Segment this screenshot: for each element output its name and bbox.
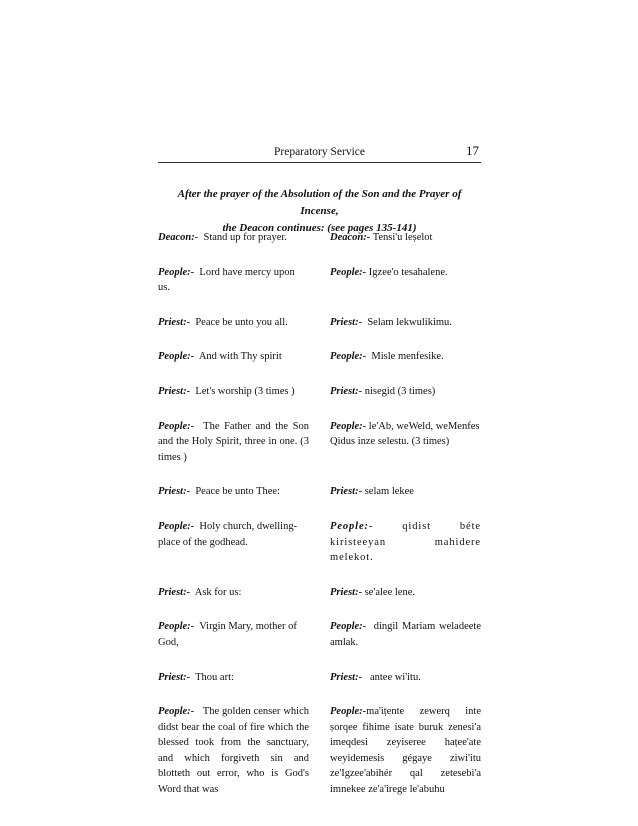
transliteration-cell <box>330 484 481 500</box>
speaker-label: People:- <box>158 266 195 278</box>
speaker-label: People:- <box>330 621 367 633</box>
english-text: And with Thy spirit <box>198 351 282 363</box>
transliteration-text: se'alee lene. <box>364 586 415 598</box>
transliteration-cell <box>330 230 481 246</box>
english-text: Lord have mercy upon us. <box>158 266 295 294</box>
running-title: Preparatory Service <box>273 146 365 158</box>
english-cell <box>158 419 309 466</box>
running-header <box>158 143 481 163</box>
speaker-label: People:- <box>158 351 195 363</box>
transliteration-cell <box>330 585 481 601</box>
speaker-label: People:- <box>330 266 367 278</box>
transliteration-cell <box>330 384 481 400</box>
english-text: Holy church, dwelling-place of the godhead. <box>158 520 298 548</box>
speaker-label: People:- <box>158 621 195 633</box>
english-cell <box>158 484 309 500</box>
transliteration-text: selam lekee <box>364 486 414 498</box>
english-cell <box>158 265 309 296</box>
speaker-label: Deacon:- <box>158 232 199 243</box>
speaker-label: People:- <box>330 420 367 432</box>
speaker-label: Priest:- <box>158 385 191 397</box>
transliteration-cell <box>330 419 481 466</box>
transliteration-text: Misle menfesike. <box>371 351 444 363</box>
english-cell <box>158 519 309 566</box>
english-cell <box>158 315 309 331</box>
dialogue-row <box>158 484 481 500</box>
english-cell <box>158 384 309 400</box>
speaker-label: Priest:- <box>158 586 191 598</box>
english-cell <box>158 585 309 601</box>
english-text: Let's worship (3 times ) <box>195 385 295 397</box>
transliteration-text: dingil Mariam weladeete amlak. <box>330 621 481 648</box>
dialogue-row <box>158 230 481 246</box>
transliteration-text: ma'iṭente zewerq inte ṣorqee fihime isate buruk zenesi'a imeqdesi zeyiseree haṭee'ate weyidemesis gégaye ziwi'itu ze'Igzee'abihér qal zetesebi'a imnekee ze'a'irege le'abuhu <box>330 706 481 796</box>
transliteration-cell <box>330 619 481 650</box>
transliteration-cell <box>330 315 481 331</box>
speaker-label: Priest:- <box>158 316 191 328</box>
dialogue-row <box>158 349 481 365</box>
speaker-label: Priest:- <box>158 671 191 683</box>
dialogue-row <box>158 670 481 686</box>
transliteration-text: Selam lekwulikimu. <box>367 316 452 328</box>
transliteration-text: nisegid (3 times) <box>364 385 436 397</box>
transliteration-cell <box>330 265 481 296</box>
transliteration-text: le'Ab, weWeld, weMenfes Qidus inze selestu. (3 times) <box>330 420 480 448</box>
speaker-label: Deacon:- <box>330 232 371 243</box>
transliteration-cell <box>330 704 481 798</box>
english-text: Virgin Mary, mother of God, <box>158 621 297 648</box>
english-cell <box>158 619 309 650</box>
english-text: The golden censer which didst bear the coal of fire which the blessed took from the sanctuary, and which forgiveth sin and blotteth out error, who is God's Word that was <box>158 706 309 796</box>
speaker-label: Priest:- <box>330 316 363 328</box>
transliteration-cell <box>330 349 481 365</box>
dialogue-row <box>158 704 481 798</box>
transliteration-text: Igzee'o tesahalene. <box>368 266 448 278</box>
dialogue-row <box>158 419 481 466</box>
english-cell <box>158 704 309 798</box>
dialogue-row <box>158 265 481 296</box>
dialogue-row <box>158 585 481 601</box>
speaker-label: Priest:- <box>330 486 363 498</box>
dialogue-row <box>158 619 481 650</box>
speaker-label: Priest:- <box>330 671 363 683</box>
speaker-label: People:- <box>158 706 195 718</box>
english-text: Peace be unto you all. <box>195 316 288 328</box>
english-text: Ask for us: <box>194 586 242 598</box>
speaker-label: People:- <box>158 520 195 532</box>
speaker-label: Priest:- <box>330 586 363 598</box>
english-cell <box>158 230 309 246</box>
speaker-label: People:- <box>330 351 367 363</box>
transliteration-cell <box>330 670 481 686</box>
english-text: Stand up for prayer. <box>203 232 287 243</box>
speaker-label: People:- <box>158 420 195 432</box>
dialogue-row <box>158 519 481 566</box>
english-text: Peace be unto Thee: <box>195 486 280 498</box>
speaker-label: Priest:- <box>330 385 363 397</box>
speaker-label: People:- <box>330 706 367 718</box>
english-cell <box>158 670 309 686</box>
transliteration-text: antee wi'itu. <box>369 671 421 683</box>
transliteration-text: Tensi'u leṣelot <box>372 232 433 243</box>
dialogue-table <box>158 230 481 817</box>
speaker-label: People:- <box>330 520 374 532</box>
speaker-label: Priest:- <box>158 486 191 498</box>
rubric-line: After the prayer of the Absolution of the Son and the Prayer of Incense, <box>177 188 462 217</box>
transliteration-cell <box>330 519 481 566</box>
dialogue-row <box>158 315 481 331</box>
dialogue-row <box>158 384 481 400</box>
page-number: 17 <box>466 143 479 158</box>
english-text: The Father and the Son and the Holy Spirit, three in one. (3 times ) <box>158 420 309 463</box>
english-text: Thou art: <box>195 671 234 683</box>
english-cell <box>158 349 309 365</box>
transliteration-text: qidist béte kiristeeyan mahidere melekot. <box>330 520 481 564</box>
rubric-line: the Deacon continues: (see pages 135-141) <box>222 222 417 234</box>
